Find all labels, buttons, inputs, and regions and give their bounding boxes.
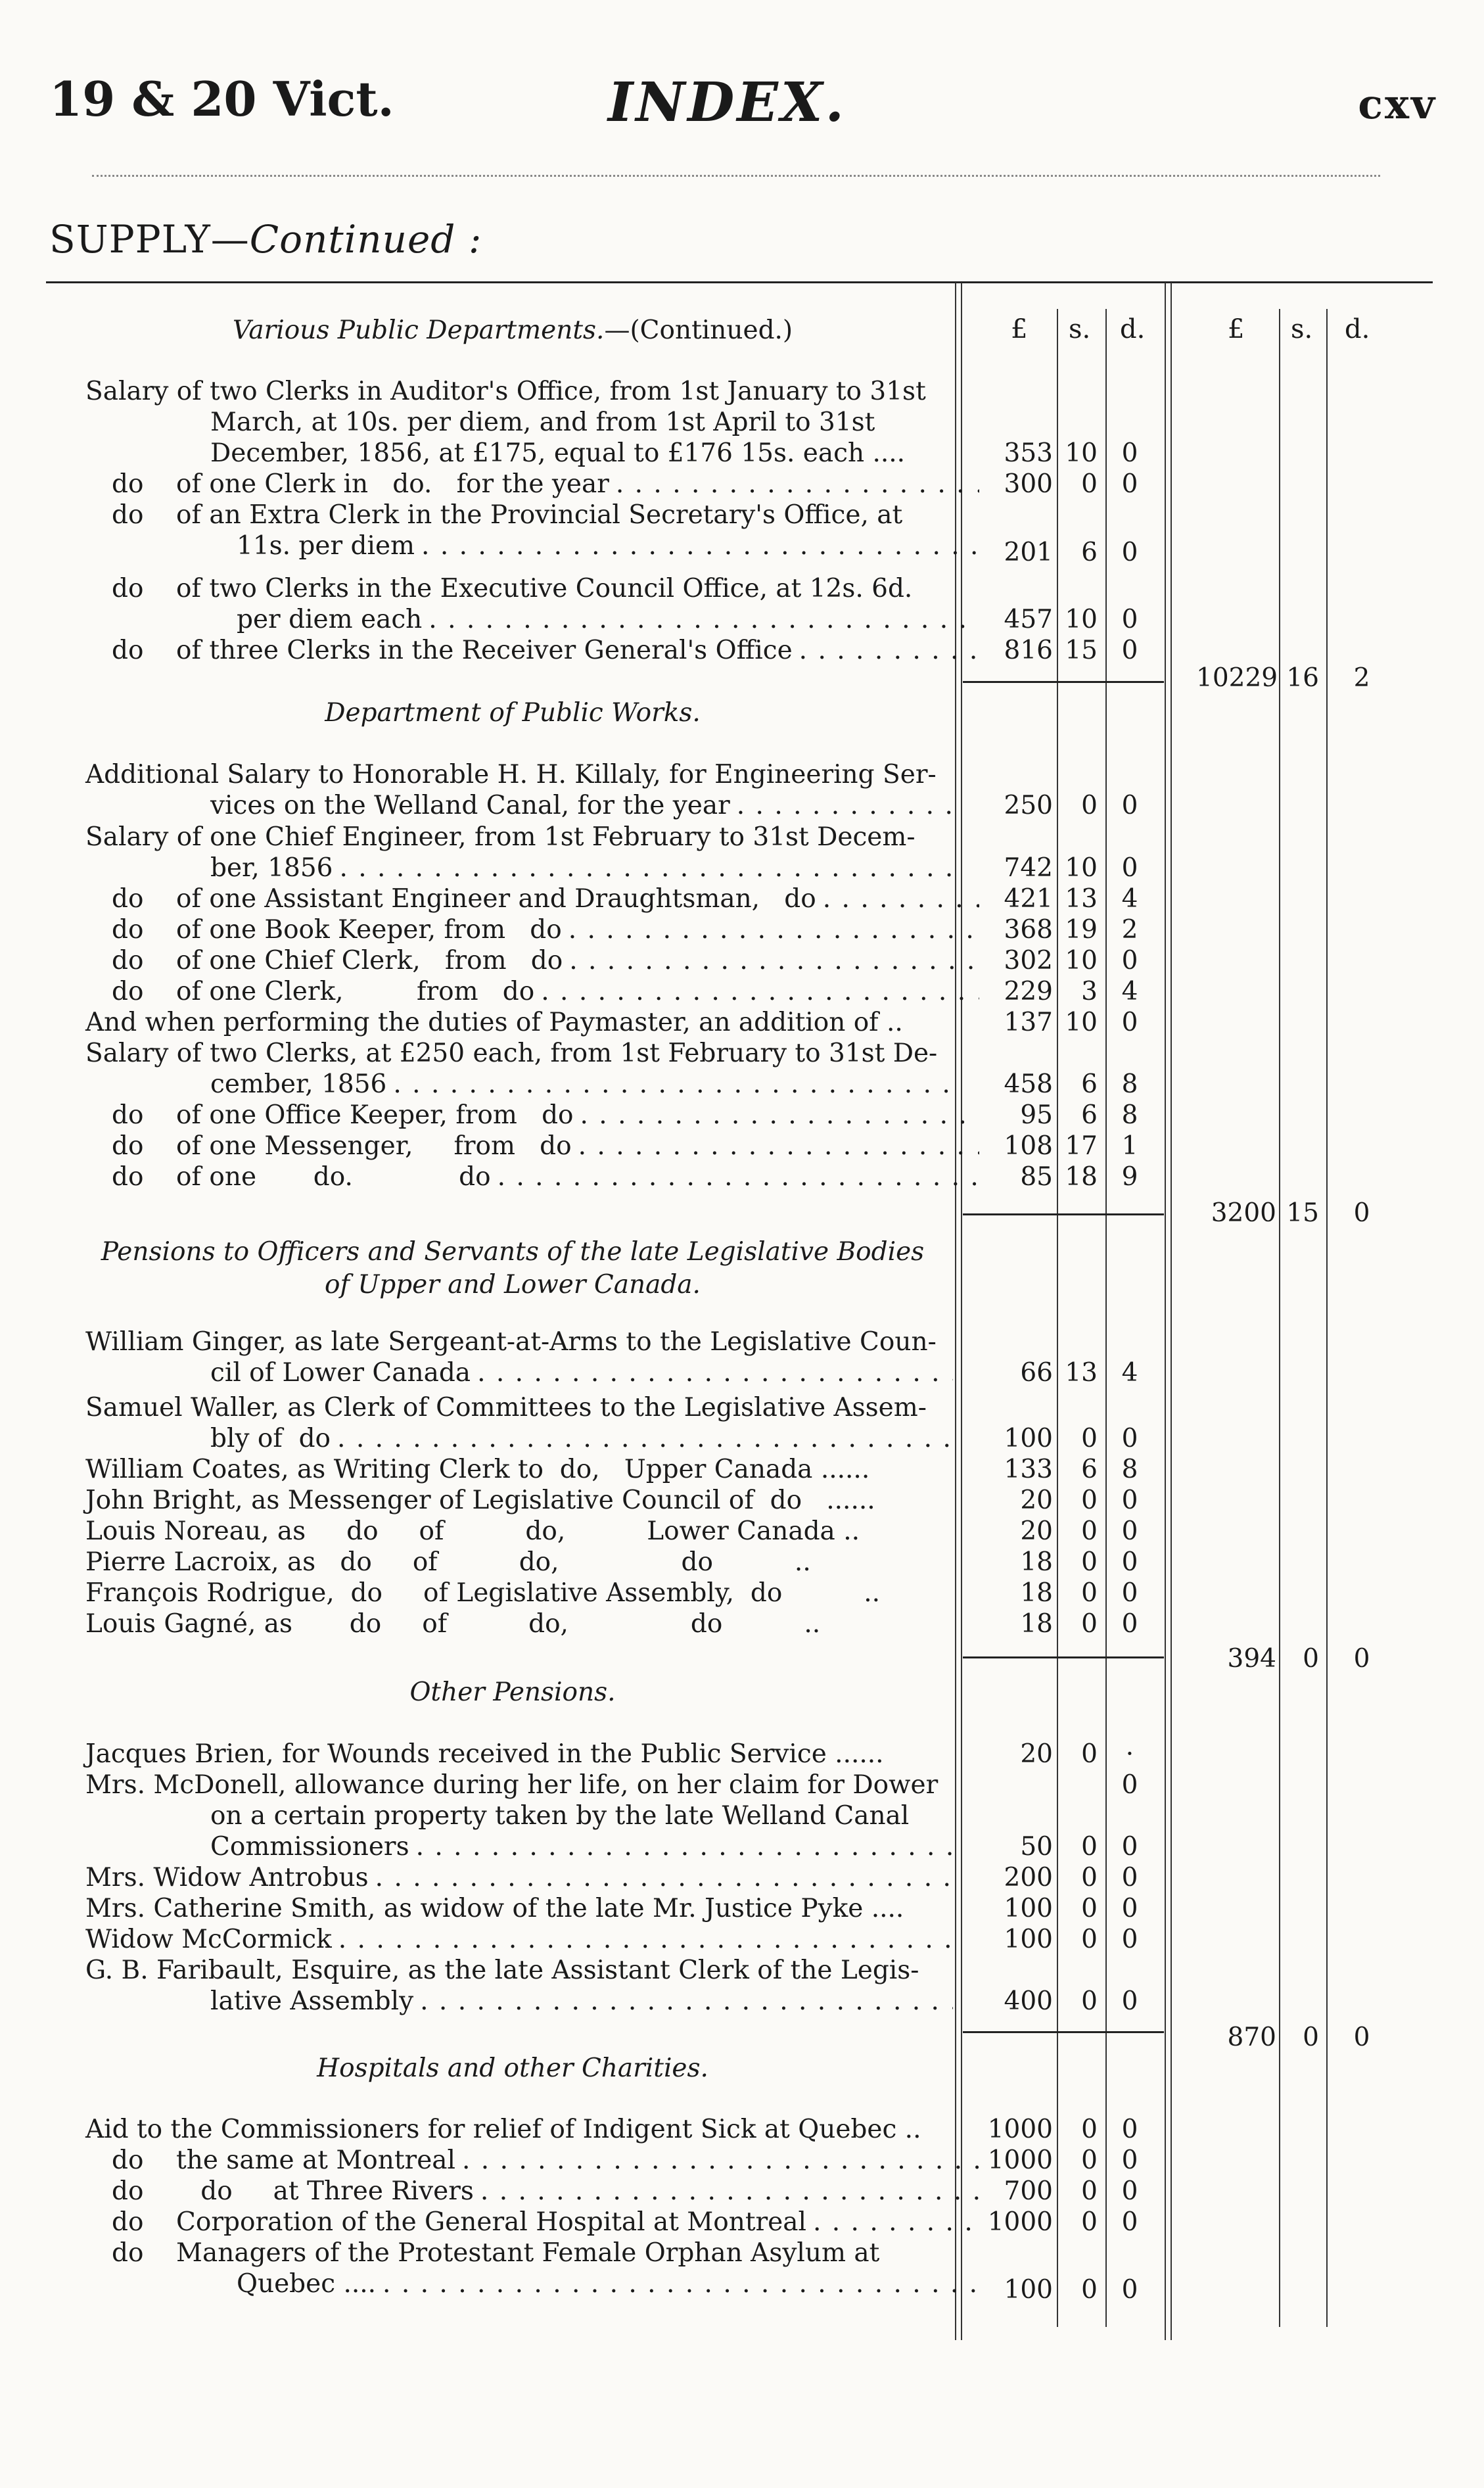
amount-pence: 0 [1121,1486,1138,1515]
entry-row: Louis Gagné, as do of do, do .. [85,1609,821,1639]
amount-pounds: 457 [1004,605,1053,634]
amount-shillings: 10 [1065,853,1098,883]
amount-shillings: 10 [1065,946,1098,975]
column-rule [1057,309,1058,2327]
group-total-pence: 0 [1353,1644,1370,1674]
amount-pence: 0 [1121,2207,1138,2237]
amount-pounds: 742 [1004,853,1053,883]
entry-row: Louis Noreau, as do of do, Lower Canada .. [85,1516,860,1546]
amount-pence: 0 [1121,1894,1138,1923]
entry-row: do of one Assistant Engineer and Draughtsman, do . . . [112,883,979,914]
amount-pounds: 133 [1004,1455,1053,1484]
amount-shillings: 10 [1065,438,1098,468]
amount-pence: 1 [1121,1131,1138,1161]
amount-pence: 8 [1121,1455,1138,1484]
entry-row: Salary of two Clerks, at £250 each, from 1st February to 31st De- cember, 1856 . . . [85,1038,953,1100]
amount-shillings: 18 [1065,1162,1098,1192]
amount-shillings: 0 [1081,1424,1098,1453]
running-header-title: INDEX. [608,71,847,134]
amount-pence: 8 [1121,1069,1138,1099]
group-total-pence: 2 [1353,663,1370,693]
amount-pence: 0 [1121,1578,1138,1608]
amount-pounds: 18 [1020,1578,1053,1608]
amount-pence: 0 [1121,2275,1138,2305]
entry-row: do of one Messenger, from do . . . [112,1131,979,1162]
amount-shillings: 10 [1065,1008,1098,1037]
entry-row: do of one Clerk, from do . . . [112,976,979,1007]
amount-shillings: 0 [1081,1516,1098,1546]
entry-row: do of one Book Keeper, from do . . . [112,914,979,945]
amount-shillings: 13 [1065,884,1098,914]
amount-shillings: 0 [1081,2115,1098,2144]
entry-row: do Corporation of the General Hospital at Montreal . . . [112,2207,979,2238]
entry-row: William Coates, as Writing Clerk to do, Upper Canada ...... [85,1455,870,1484]
amount-pence: 0 [1121,438,1138,468]
amount-pounds: 229 [1004,977,1053,1006]
amount-pounds: 18 [1020,1609,1053,1639]
amount-shillings: 0 [1081,1925,1098,1954]
group-heading: Various Public Departments.—(Continued.) [232,316,793,345]
entry-row: And when performing the duties of Paymaster, an addition of .. [85,1008,903,1037]
entry-row: Salary of one Chief Engineer, from 1st February to 31st Decem- ber, 1856 . . . [85,822,953,883]
amount-pounds: 421 [1004,884,1053,914]
amount-pence: 0 [1121,791,1138,820]
amount-pence: 0 [1121,1547,1138,1577]
entry-row: John Bright, as Messenger of Legislative Council of do ...... [85,1486,875,1515]
group-total-shillings: 16 [1286,663,1319,693]
amount-pence: 0 [1121,2115,1138,2144]
amount-pounds: 100 [1004,2275,1053,2305]
entry-row: Jacques Brien, for Wounds received in the Public Service ...... [85,1739,884,1769]
group-total-shillings: 0 [1303,2023,1319,2052]
amount-pounds: 1000 [987,2115,1053,2144]
group-total-shillings: 15 [1286,1198,1319,1228]
entry-row: do of three Clerks in the Receiver General's Office . . . [112,635,979,666]
column-rule [1171,283,1172,2340]
amount-pence: 2 [1121,915,1138,945]
entry-row: Samuel Waller, as Clerk of Committees to the Legislative Assem- bly of do . . . [85,1392,953,1454]
amount-shillings: 19 [1065,915,1098,945]
group-heading: Pensions to Officers and Servants of the late Legislative Bodies of Upper and Lower Canada. [101,1237,925,1300]
entry-row: do of one Office Keeper, from do . . . [112,1100,979,1131]
col-shilling-1: s. [1069,314,1091,344]
running-header-session: 19 & 20 Vict. [49,71,394,127]
amount-pence: 0 [1121,2176,1138,2206]
amount-pounds: 400 [1004,1986,1053,2016]
col-pence-1: d. [1120,314,1146,344]
group-heading: Department of Public Works. [325,698,701,728]
section-title [49,217,482,262]
amount-pence: 0 [1121,1424,1138,1453]
amount-pence: 0 [1121,538,1138,567]
amount-pence: 0 [1121,1609,1138,1639]
group-heading: Other Pensions. [409,1678,616,1707]
entry-row: Widow McCormick . . . [85,1924,953,1955]
amount-shillings: 15 [1065,636,1098,665]
amount-pounds: 18 [1020,1547,1053,1577]
subtotal-rule [963,2031,1164,2033]
amount-pounds: 100 [1004,1925,1053,1954]
entry-row: do of one do. do . . . [112,1162,979,1192]
amount-pounds: 816 [1004,636,1053,665]
amount-shillings: 0 [1081,791,1098,820]
amount-shillings: 0 [1081,2146,1098,2175]
amount-pence: 9 [1121,1162,1138,1192]
amount-pounds: 20 [1020,1486,1053,1515]
col-pound-1: £ [1011,314,1028,344]
amount-shillings: 0 [1081,1578,1098,1608]
column-rule [1165,283,1166,2340]
amount-pence: 0 [1121,946,1138,975]
amount-pence: 0 [1121,1925,1138,1954]
entry-row: Salary of two Clerks in Auditor's Office, from 1st January to 31st March, at 10s. per diem, and from 1st April to 31st December, 1856, at £175, equal to £176 15s. each .... [85,377,926,468]
entry-row: William Ginger, as late Sergeant-at-Arms to the Legislative Coun- cil of Lower Canada . . . [85,1326,953,1388]
entry-row: Additional Salary to Honorable H. H. Killaly, for Engineering Ser- vices on the Welland Canal, for the year . . . [85,759,953,821]
amount-pence: 0 [1121,469,1138,499]
amount-pence: 0 [1121,1008,1138,1037]
amount-pounds: 50 [1020,1832,1053,1862]
entry-row: do do at Three Rivers . . . [112,2176,979,2207]
entry-row: Aid to the Commissioners for relief of Indigent Sick at Quebec .. [85,2115,921,2144]
table-top-rule [46,281,1433,283]
amount-pence: 0 [1121,1832,1138,1862]
group-total-shillings: 0 [1303,1644,1319,1674]
entry-row: François Rodrigue, do of Legislative Assembly, do .. [85,1578,881,1608]
entry-row: do of one Clerk in do. for the year . . . [112,469,979,500]
amount-pounds: 458 [1004,1069,1053,1099]
column-rule [1326,309,1328,2327]
amount-pence: 0 [1121,1986,1138,2016]
entry-row: Mrs. Widow Antrobus . . . [85,1862,953,1893]
amount-pounds: 137 [1004,1008,1053,1037]
amount-pounds: 302 [1004,946,1053,975]
amount-pounds: 201 [1004,538,1053,567]
amount-shillings: 0 [1081,1894,1098,1923]
header-dotted-rule [92,175,1380,177]
amount-pounds: 1000 [987,2207,1053,2237]
amount-shillings: 17 [1065,1131,1098,1161]
amount-shillings: 0 [1081,2207,1098,2237]
amount-pounds: 353 [1004,438,1053,468]
amount-pence: 4 [1121,1358,1138,1388]
column-rule [1105,309,1107,2327]
amount-shillings: 3 [1081,977,1098,1006]
entry-row: do of an Extra Clerk in the Provincial Secretary's Office, at 11s. per diem . . . [112,500,979,561]
section-title-prefix: SUPPLY— [49,217,250,262]
amount-pence: 4 [1121,977,1138,1006]
column-rule [1279,309,1280,2327]
amount-pounds: 100 [1004,1424,1053,1453]
amount-pounds: 66 [1020,1358,1053,1388]
amount-pence: 0 [1121,1516,1138,1546]
col-pence-2: d. [1345,314,1370,344]
group-total-pence: 0 [1353,1198,1370,1228]
amount-shillings: 6 [1081,1100,1098,1130]
amount-pounds: 250 [1004,791,1053,820]
amount-shillings: 0 [1081,469,1098,499]
amount-pence: 0 [1121,1863,1138,1892]
entry-row: Pierre Lacroix, as do of do, do .. [85,1547,811,1577]
amount-pounds: 85 [1020,1162,1053,1192]
amount-shillings: 10 [1065,605,1098,634]
entry-row: do of one Chief Clerk, from do . . . [112,945,979,976]
amount-shillings: 0 [1081,1986,1098,2016]
group-total-pounds: 10229 [1196,663,1278,693]
amount-shillings: 6 [1081,1455,1098,1484]
col-pound-2: £ [1228,314,1245,344]
amount-shillings: 0 [1081,1486,1098,1515]
subtotal-rule [963,1656,1164,1658]
group-total-pounds: 870 [1227,2023,1276,2052]
amount-pence: 4 [1121,884,1138,914]
amount-shillings: 6 [1081,1069,1098,1099]
amount-pence: 0 [1121,636,1138,665]
amount-pounds: 368 [1004,915,1053,945]
amount-shillings: 0 [1081,2176,1098,2206]
amount-pounds: 200 [1004,1863,1053,1892]
subtotal-rule [963,681,1164,683]
amount-shillings: 0 [1081,1609,1098,1639]
amount-pounds: 20 [1020,1516,1053,1546]
amount-pounds: 20 [1020,1739,1053,1769]
entry-row: Mrs. Catherine Smith, as widow of the late Mr. Justice Pyke .... [85,1894,904,1923]
amount-pounds: 700 [1004,2176,1053,2206]
amount-pence: 0 [1121,2146,1138,2175]
amount-shillings: 0 [1081,1547,1098,1577]
amount-shillings: 13 [1065,1358,1098,1388]
entry-row: G. B. Faribault, Esquire, as the late Assistant Clerk of the Legis- lative Assembly . . . [85,1955,953,2017]
section-title-suffix: Continued : [249,217,482,262]
amount-pounds: 100 [1004,1894,1053,1923]
group-total-pounds: 394 [1227,1644,1276,1674]
col-shilling-2: s. [1291,314,1313,344]
entry-row: do Managers of the Protestant Female Orphan Asylum at Quebec .... . . . [112,2238,979,2299]
amount-pounds: 300 [1004,469,1053,499]
amount-shillings: 0 [1081,2275,1098,2305]
entry-row: do of two Clerks in the Executive Council Office, at 12s. 6d. per diem each . . . [112,573,979,635]
group-total-pence: 0 [1353,2023,1370,2052]
amount-pence: · 0 [1121,1739,1138,1800]
amount-shillings: 0 [1081,1832,1098,1862]
entry-row: do the same at Montreal . . . [112,2145,979,2176]
subtotal-rule [963,1213,1164,1215]
amount-pence: 0 [1121,605,1138,634]
amount-shillings: 0 [1081,1739,1098,1769]
amount-pounds: 95 [1020,1100,1053,1130]
entry-row: Mrs. McDonell, allowance during her life, on her claim for Dower on a certain property taken by the late Welland Canal Commissioners . . . [85,1770,953,1862]
amount-pence: 8 [1121,1100,1138,1130]
amount-pounds: 1000 [987,2146,1053,2175]
amount-shillings: 0 [1081,1863,1098,1892]
group-heading: Hospitals and other Charities. [317,2054,708,2083]
amount-shillings: 6 [1081,538,1098,567]
amount-pence: 0 [1121,853,1138,883]
group-total-pounds: 3200 [1211,1198,1276,1228]
page-number: cxv [1358,80,1437,128]
amount-pounds: 108 [1004,1131,1053,1161]
